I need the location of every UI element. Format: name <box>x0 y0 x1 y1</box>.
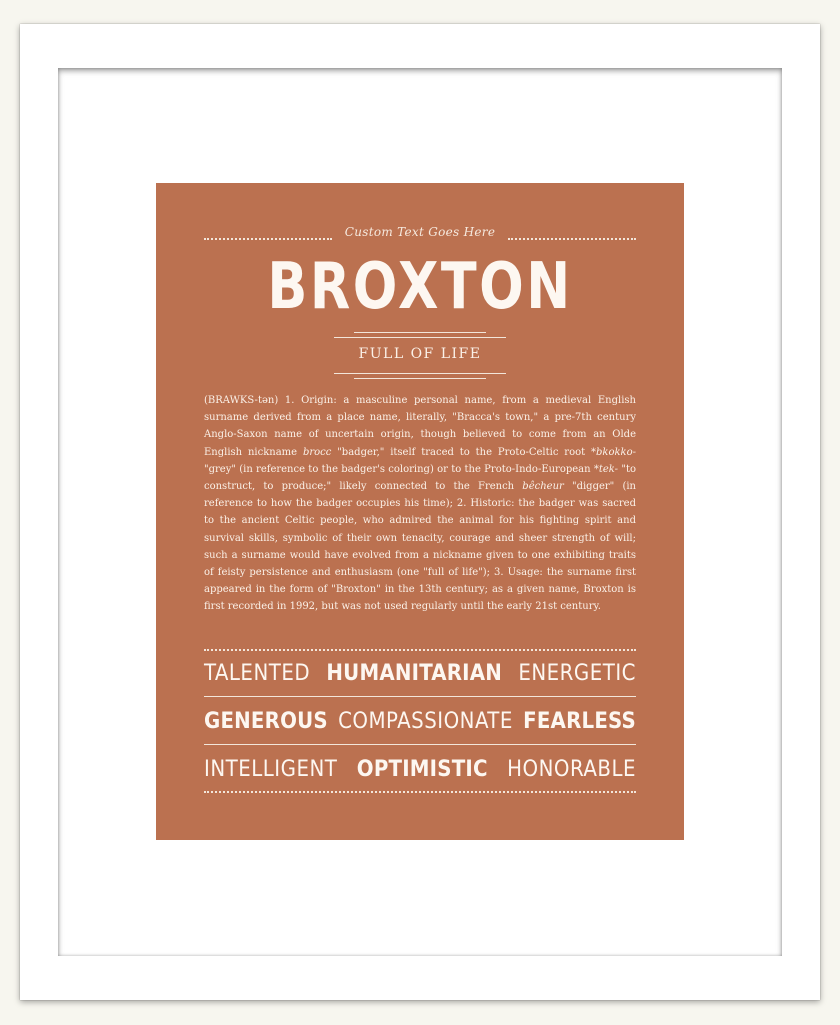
trait-word: TALENTED <box>204 660 311 686</box>
rule-lower-2 <box>354 378 486 379</box>
trait-word: GENEROUS <box>204 708 328 734</box>
trait-word: COMPASSIONATE <box>338 708 513 734</box>
trait-word: INTELLIGENT <box>204 756 338 782</box>
dotted-divider-traits-bottom <box>204 791 636 793</box>
traits-row-2 <box>204 704 636 738</box>
trait-word: OPTIMISTIC <box>356 756 488 782</box>
name-meaning: FULL OF LIFE <box>358 346 482 362</box>
custom-text: Custom Text Goes Here <box>344 225 496 239</box>
name-title: BROXTON <box>267 250 573 324</box>
name-print <box>156 183 684 840</box>
trait-word: FEARLESS <box>523 708 636 734</box>
trait-word: HONORABLE <box>507 756 636 782</box>
rule-lower-1 <box>334 373 506 374</box>
rule-upper-1 <box>354 332 486 333</box>
name-definition: (BRAWKS-tən) 1. Origin: a masculine personal name, from a medieval English surname derived from a place name, literally, "Bracca's town," a pre-7th century Anglo-Saxon name of uncertain origin, though believed to come from an Olde English nickname brocc "badger," itself traced to the Proto-Celtic root *bkokko- "grey" (in reference to the badger's coloring) or to the Proto-Indo-European *tek- "to construct, to produce;" likely connected to the French bêcheur "digger" (in reference to how the badger occupies his time); 2. Historic: the badger was sacred to the ancient Celtic people, who admired the animal for his fighting spirit and survival skills, symbolic of their own tenacity, courage and sheer strength of will; such a surname would have evolved from a nickname given to one exhibiting traits of feisty persistence and enthusiasm (one "full of life"); 3. Usage: the surname first appeared in the form of "Broxton" in the 13th century; as a given name, Broxton is first recorded in 1992, but was not used regularly until the early 21st century. <box>204 395 636 613</box>
traits-rule-1 <box>204 696 636 697</box>
dotted-divider-traits-top <box>204 649 636 651</box>
traits-rule-2 <box>204 744 636 745</box>
trait-word: ENERGETIC <box>518 660 636 686</box>
traits-row-1 <box>204 656 636 690</box>
rule-upper-2 <box>334 337 506 338</box>
trait-word: HUMANITARIAN <box>326 660 502 686</box>
traits-row-3 <box>204 752 636 786</box>
